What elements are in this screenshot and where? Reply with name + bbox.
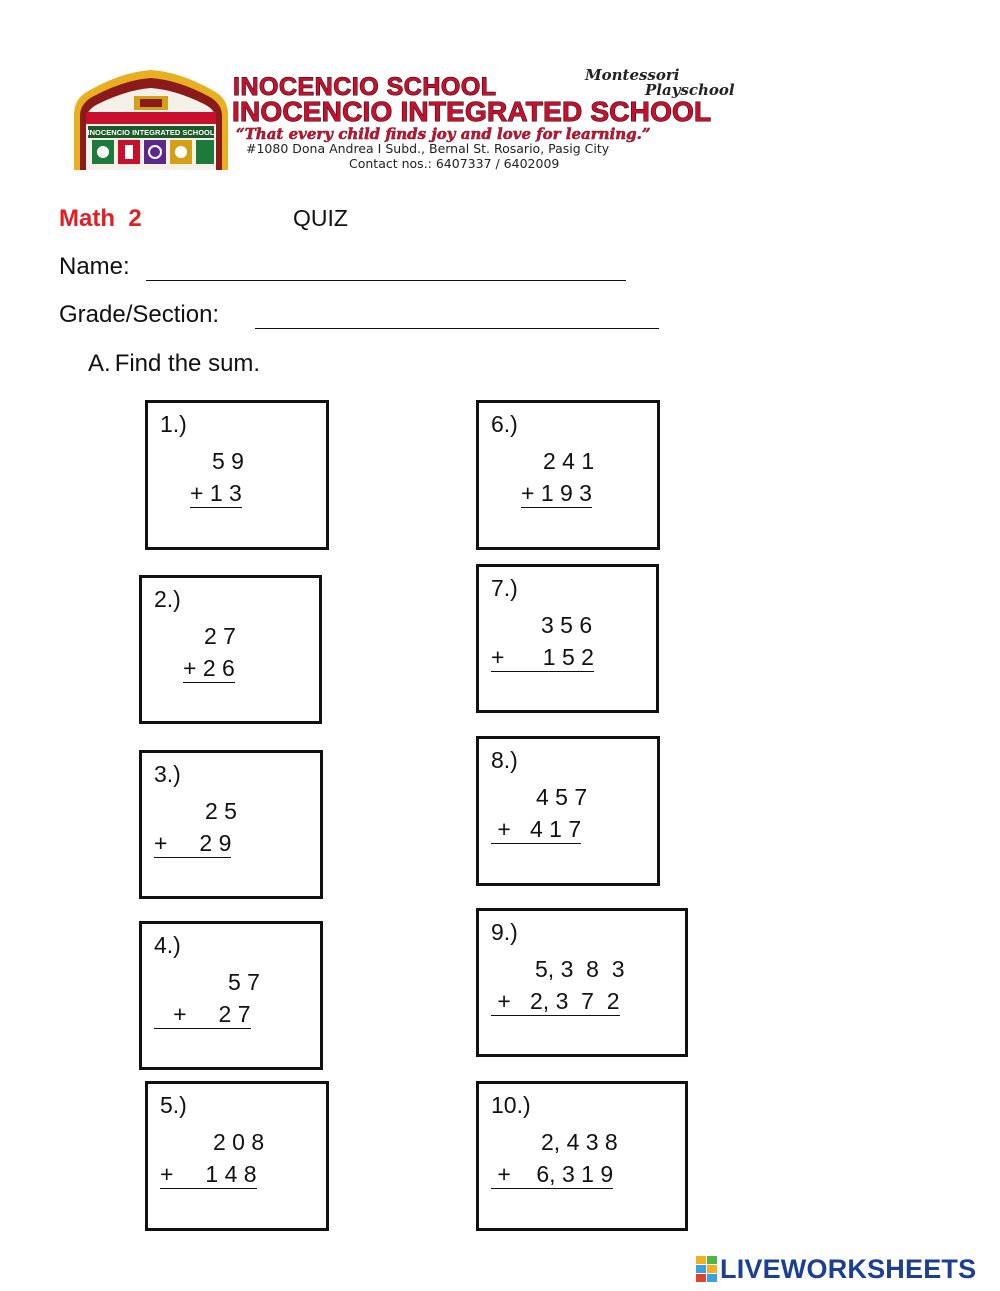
grade-section-label: Grade/Section: [59,301,220,328]
problem-box-8[interactable] [476,736,660,886]
problem-number: 2.) [154,586,181,612]
problem-number: 10.) [491,1092,531,1118]
addend-top: 4 5 7 [536,784,588,810]
script-line-2: Playschool [645,81,735,99]
addend-bottom: + 2 9 [154,830,232,856]
instruction-text: Find the sum. [114,350,261,377]
problem-number: 3.) [154,761,181,787]
addend-top: 5 9 [212,448,244,474]
instruction-letter: A. [88,350,111,377]
addend-top: 3 5 6 [541,612,593,638]
addend-top: 2 5 [205,798,237,824]
subject-title: Math 2 [59,205,142,232]
school-motto: “That every child finds joy and love for learning.” [236,125,651,143]
addend-top: 2 7 [204,623,236,649]
problem-number: 8.) [491,747,518,773]
liveworksheets-logo-icon [696,1256,718,1282]
addend-top: 2 4 1 [543,448,595,474]
instruction [88,350,260,378]
problem-box-4[interactable] [139,921,323,1070]
grade-section-answer-line[interactable] [255,300,659,329]
school-logo [70,68,232,172]
addend-bottom: + 1 3 [190,480,242,506]
school-contact: Contact nos.: 6407337 / 6402009 [349,156,560,171]
school-name-secondary: INOCENCIO INTEGRATED SCHOOL [232,96,712,127]
quiz-title: QUIZ [293,205,348,231]
addend-top: 2, 4 3 8 [541,1129,618,1155]
script-line-1: Montessori [585,66,680,84]
addend-bottom: + 6, 3 1 9 [491,1161,614,1187]
problem-box-7[interactable] [476,564,659,713]
addend-bottom: + 1 4 8 [160,1161,257,1187]
addend-bottom: + 4 1 7 [491,816,582,842]
liveworksheets-brand[interactable]: LIVEWORKSHEETS [720,1254,977,1284]
problem-box-6[interactable] [476,400,660,550]
problem-number: 7.) [491,575,518,601]
addend-bottom: + 2 7 [154,1001,251,1027]
problem-box-10[interactable] [476,1081,688,1231]
addend-bottom: + 1 5 2 [491,644,594,670]
logo-caption: INOCENCIO INTEGRATED SCHOOL [87,128,215,137]
name-label: Name: [59,253,130,280]
addend-top: 5, 3 8 3 [535,956,625,982]
problem-number: 1.) [160,411,187,437]
problem-box-2[interactable] [139,575,322,724]
problem-box-9[interactable] [476,908,688,1057]
school-address: #1080 Dona Andrea I Subd., Bernal St. Rosario, Pasig City [246,141,610,156]
addend-bottom: + 1 9 3 [521,480,592,506]
problem-number: 4.) [154,932,181,958]
school-name-primary: INOCENCIO SCHOOL [233,73,497,101]
problem-box-1[interactable] [145,400,329,550]
problem-number: 9.) [491,919,518,945]
name-answer-line[interactable] [146,252,626,281]
problem-box-3[interactable] [139,750,323,899]
problem-number: 6.) [491,411,518,437]
addend-bottom: + 2 6 [183,655,235,681]
addend-top: 5 7 [228,969,260,995]
problem-box-5[interactable] [145,1081,329,1231]
addend-top: 2 0 8 [213,1129,265,1155]
addend-bottom: + 2, 3 7 2 [491,988,620,1014]
problem-number: 5.) [160,1092,187,1118]
